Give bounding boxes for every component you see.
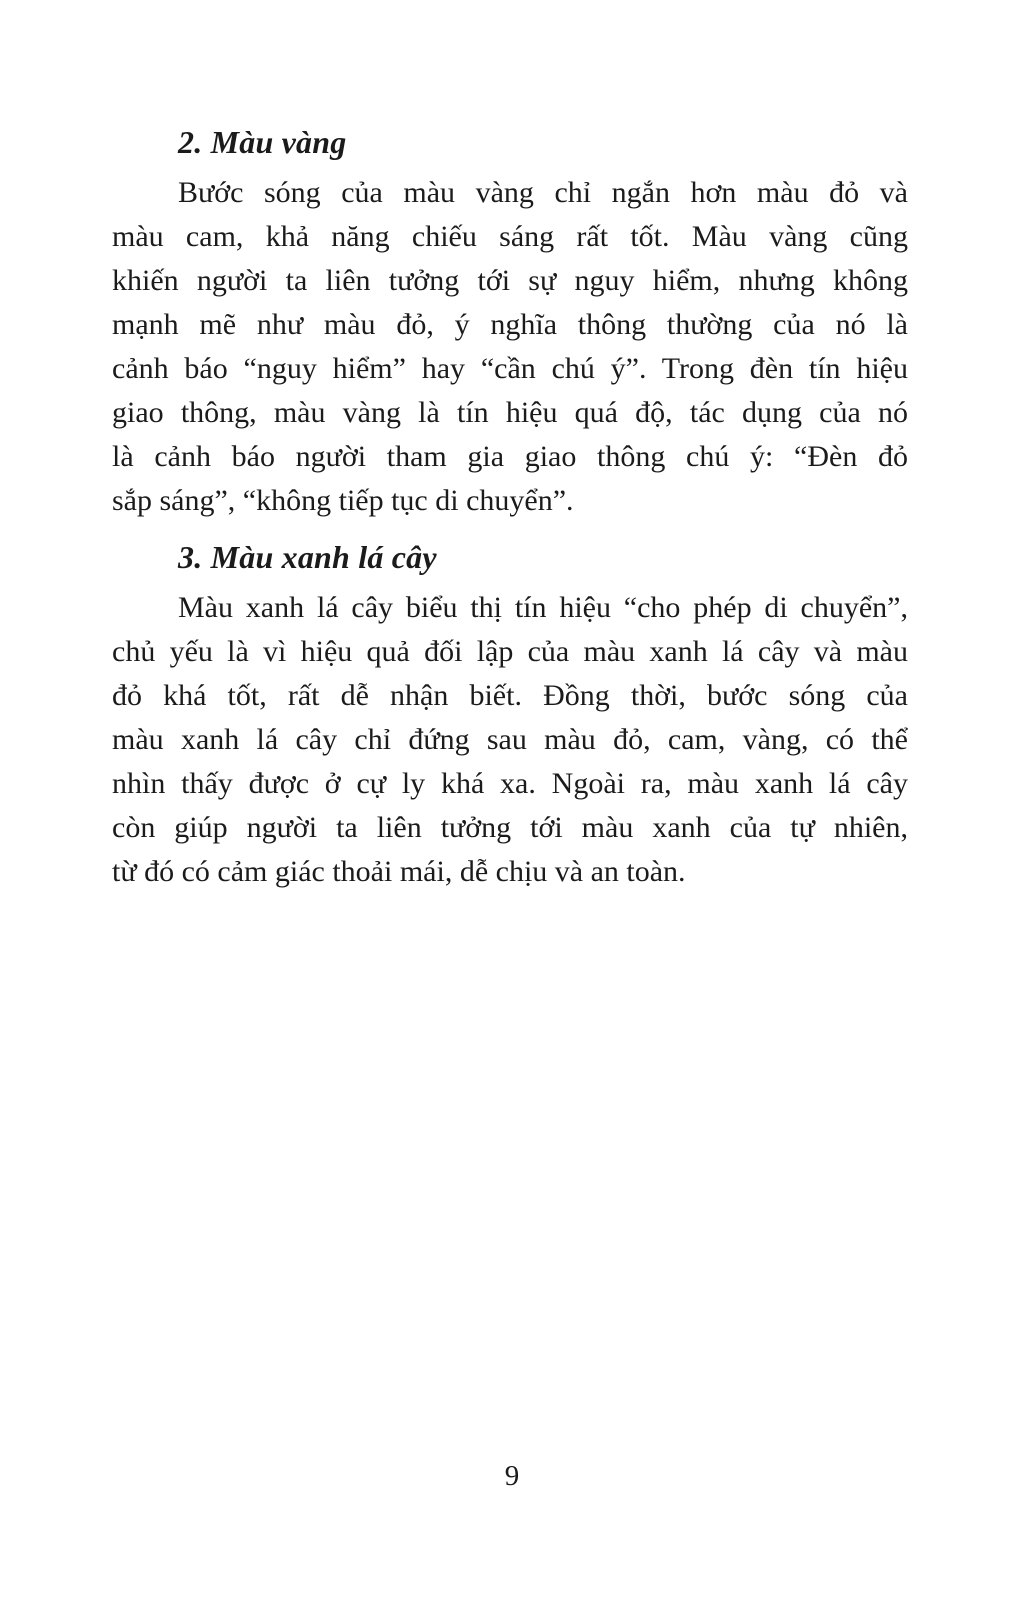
text-line: còn giúp người ta liên tưởng tới màu xanh của tự nhiên, (112, 811, 908, 844)
text-line: chủ yếu là vì hiệu quả đối lập của màu xanh lá cây và màu (112, 635, 908, 668)
text-line: mạnh mẽ như màu đỏ, ý nghĩa thông thường của nó là (112, 308, 908, 341)
text-line: đỏ khá tốt, rất dễ nhận biết. Đồng thời, bước sóng của (112, 679, 908, 712)
text-line: khiến người ta liên tưởng tới sự nguy hiểm, nhưng không (112, 264, 908, 297)
text-line: sắp sáng”, “không tiếp tục di chuyển”. (112, 484, 574, 517)
text-line: từ đó có cảm giác thoải mái, dễ chịu và an toàn. (112, 855, 686, 888)
text-line: là cảnh báo người tham gia giao thông chú ý: “Đèn đỏ (112, 440, 908, 473)
text-line: Màu xanh lá cây biểu thị tín hiệu “cho phép di chuyển”, (178, 591, 908, 624)
text-line: màu cam, khả năng chiếu sáng rất tốt. Màu vàng cũng (112, 220, 908, 253)
paragraph-yellow (112, 171, 908, 523)
text-line: cảnh báo “nguy hiểm” hay “cần chú ý”. Trong đèn tín hiệu (112, 352, 908, 385)
page-content (112, 120, 908, 894)
text-line: màu xanh lá cây chỉ đứng sau màu đỏ, cam, vàng, có thể (112, 723, 908, 756)
text-line: giao thông, màu vàng là tín hiệu quá độ, tác dụng của nó (112, 396, 908, 429)
section-heading-green: 3. Màu xanh lá cây (178, 539, 437, 575)
paragraph-green (112, 586, 908, 894)
page-number: 9 (504, 1460, 520, 1492)
text-line: nhìn thấy được ở cự ly khá xa. Ngoài ra, màu xanh lá cây (112, 767, 908, 800)
section-heading-yellow: 2. Màu vàng (178, 124, 347, 160)
text-line: Bước sóng của màu vàng chỉ ngắn hơn màu đỏ và (178, 176, 908, 209)
